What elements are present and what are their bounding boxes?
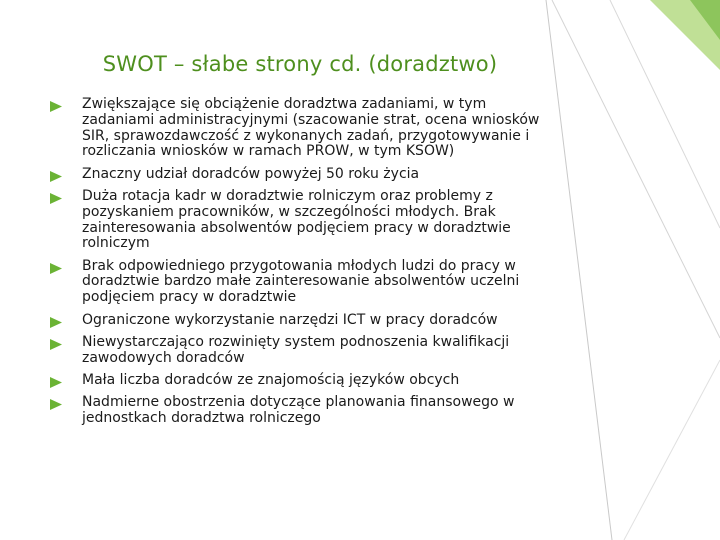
bullet-item [50,97,550,160]
bullet-item [50,313,550,329]
bullet-text: Duża rotacja kadr w doradztwie rolniczym oraz problemy z pozyskaniem pracowników, w szczególności młodych. Brak zainteresowania absolwentów podjęciem pracy w doradztwie rolniczym [82,187,511,252]
bullet-item [50,259,550,306]
bullet-item [50,395,550,427]
bullet-text: Brak odpowiedniego przygotowania młodych ludzi do pracy w doradztwie bardzo małe zainteresowanie absolwentów uczelni podjęciem pracy w doradztwie [82,257,520,306]
triangle-bullet-icon [50,339,62,350]
slide-title: SWOT – słabe strony cd. (doradztwo) [102,52,498,76]
bullet-item [50,335,550,367]
bullet-list [50,97,550,433]
bullet-text: Niewystarczająco rozwinięty system podnoszenia kwalifikacji zawodowych doradców [82,333,510,366]
triangle-bullet-icon [50,193,62,204]
bullet-item [50,373,550,389]
triangle-bullet-icon [50,263,62,274]
triangle-bullet-icon [50,101,62,112]
triangle-bullet-icon [50,317,62,328]
bullet-item [50,189,550,252]
bullet-text: Zwiększające się obciążenie doradztwa zadaniami, w tym zadaniami administracyjnymi (szacowanie strat, ocena wniosków SIR, sprawozdawczość z wykonanych zadań, przygotowywanie i rozliczania wniosków w ramach PROW, w tym KSOW) [82,96,540,160]
bullet-text: Mała liczba doradców ze znajomością języków obcych [82,371,460,388]
triangle-bullet-icon [50,171,62,182]
triangle-bullet-icon [50,399,62,410]
bullet-text: Znaczny udział doradców powyżej 50 roku życia [82,165,420,182]
bullet-text: Nadmierne obostrzenia dotyczące planowania finansowego w jednostkach doradztwa rolniczego [82,394,515,427]
triangle-bullet-icon [50,377,62,388]
bullet-text: Ograniczone wykorzystanie narzędzi ICT w pracy doradców [82,311,498,328]
bullet-item [50,167,550,183]
